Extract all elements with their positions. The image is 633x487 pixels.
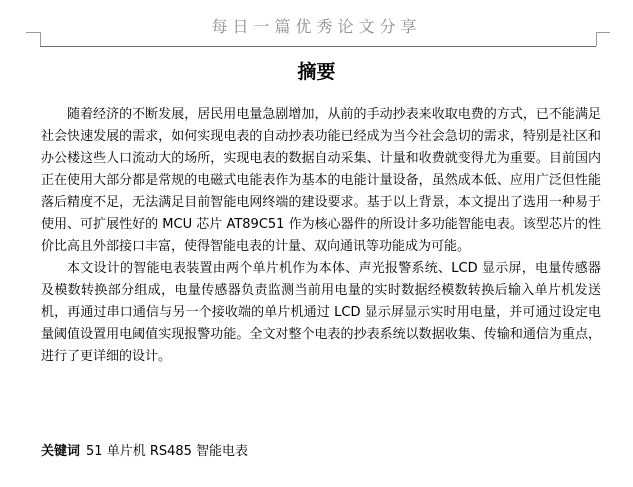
page-title: 摘要 — [297, 61, 336, 83]
abstract-paragraph-1: 随着经济的不断发展，居民用电量急剧增加，从前的手动抄表来收取电费的方式，已不能满足社会快速发展的需求，如何实现电表的自动抄表功能已经成为当今社会急切的需求，特别是社区和办公楼这些人口流动大的场所，实现电表的数据自动采集、计量和收费就变得尤为重要。目前国内正在使用大部分都是常规的电磁式电能表作为基本的电能计量设备，虽然成本低、应用广泛但性能落后精度不足，无法满足目前智能电网终端的建设要求。基于以上背景，本文提出了选用一种易于使用、可扩展性好的 MCU 芯片 AT89C51 作为核心器件的所设计多功能智能电表。该型芯片的性价比高且外部接口丰富，使得智能电表的计量、双向通讯等功能成为可能。 — [41, 107, 601, 254]
abstract-paragraph-2: 本文设计的智能电表装置由两个单片机作为本体、声光报警系统、LCD 显示屏，电量传感器及模数转换部分组成，电量传感器负责监测当前用电量的实时数据经模数转换后输入单片机发送机，再通过串口通信与另一个接收端的单片机通过 LCD 显示屏显示实时用电量，并可通过设定电量阈值设置用电阈值实现报警功能。全文对整个电表的抄表系统以数据收集、传输和通信为重点，进行了更详细的设计。 — [41, 261, 601, 364]
keywords-value: 51 单片机 RS485 智能电表 — [86, 444, 249, 459]
header-divider — [40, 46, 596, 47]
abstract-body — [41, 104, 601, 368]
keywords-label: 关键词 — [41, 444, 81, 459]
page-header: 每日一篇优秀论文分享 — [211, 17, 422, 36]
keywords-line — [41, 441, 248, 463]
